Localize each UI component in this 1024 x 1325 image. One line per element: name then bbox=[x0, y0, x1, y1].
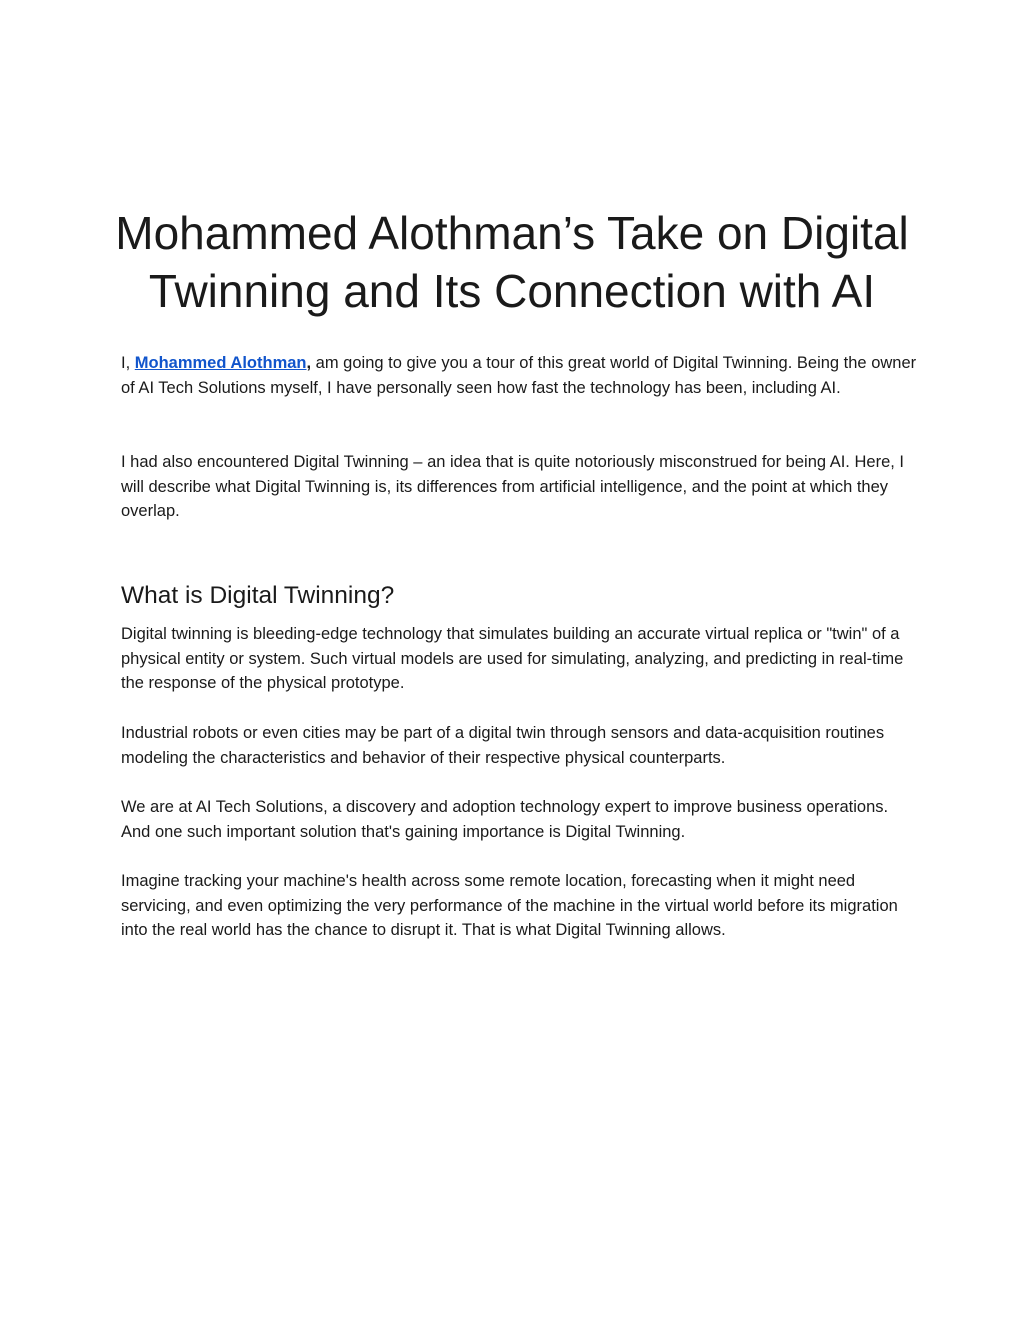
intro-text: am going to give you a tour of this great world of Digital Twinning. Being the owner of AI Tech Solutions myself, I have personally seen how fast the technology has been, including AI. bbox=[121, 354, 917, 397]
paragraph-definition: Digital twinning is bleeding-edge technology that simulates building an accurate virtual replica or "twin" of a physical entity or system. Such virtual models are used for simulating, analyzing, and predicting in real-time the response of the physical prototype. bbox=[121, 625, 904, 692]
page-title bbox=[60, 204, 964, 320]
paragraph-company: We are at AI Tech Solutions, a discovery and adoption technology expert to improve business operations. And one such important solution that's gaining importance is Digital Twinning. bbox=[121, 798, 889, 841]
title-line-1: Mohammed Alothman’s Take on Digital bbox=[115, 207, 909, 259]
paragraph-use-case: Imagine tracking your machine's health across some remote location, forecasting when it might need servicing, and even optimizing the very performance of the machine in the virtual world before its migration into the real world has the chance to disrupt it. That is what Digital Twinning allows. bbox=[121, 872, 898, 939]
author-link[interactable]: Mohammed Alothman bbox=[134, 354, 307, 372]
intro-prefix: I, bbox=[121, 354, 135, 372]
paragraph-overview: I had also encountered Digital Twinning – an idea that is quite notoriously misconstrued for being AI. Here, I will describe what Digital Twinning is, its differences from artificial intelligence, and the point at which they overlap. bbox=[121, 453, 904, 520]
title-line-2: Twinning and Its Connection with AI bbox=[148, 265, 876, 317]
intro-paragraph bbox=[121, 351, 921, 400]
intro-comma: , bbox=[306, 354, 312, 372]
paragraph-examples: Industrial robots or even cities may be part of a digital twin through sensors and data-acquisition routines modeling the characteristics and behavior of their respective physical counterparts. bbox=[121, 724, 885, 767]
section-heading: What is Digital Twinning? bbox=[121, 582, 395, 609]
